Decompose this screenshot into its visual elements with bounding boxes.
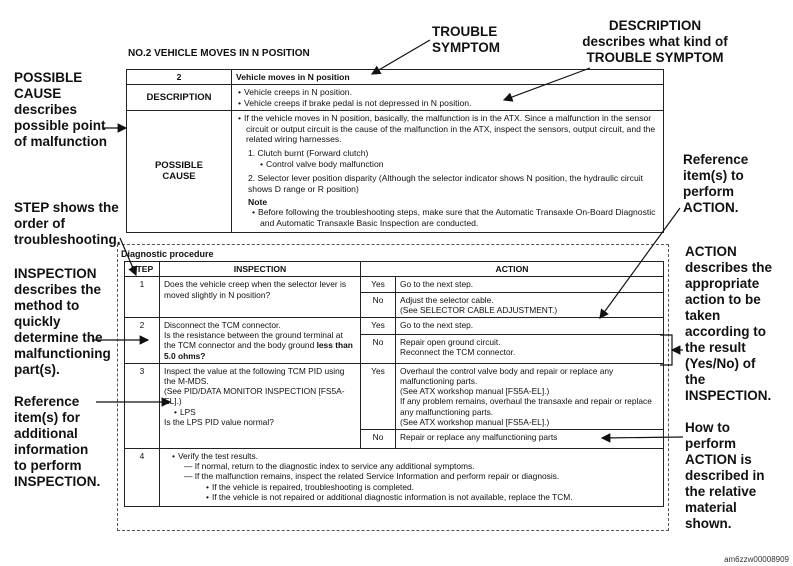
- yes-action-line: Overhaul the control valve body and repair or replace any malfunctioning parts.: [400, 365, 614, 387]
- no-label: No: [361, 430, 396, 449]
- possible-cause-label-line: POSSIBLE: [154, 160, 204, 172]
- verify-line: • Verify the test results.: [180, 451, 659, 461]
- callout-line: Reference: [683, 152, 749, 167]
- callout-line: TROUBLE SYMPTOM: [586, 50, 724, 65]
- no-action: Repair or replace any malfunctioning parts: [396, 430, 664, 449]
- callout-line: describes the: [685, 260, 773, 275]
- callout-line: taken: [685, 308, 721, 323]
- arrow-description: [504, 68, 590, 100]
- header-step: STEP: [125, 262, 160, 277]
- callout-line: the result: [685, 340, 746, 355]
- yes-label: Yes: [361, 277, 396, 292]
- description-label: DESCRIPTION: [127, 85, 232, 111]
- callout-line: item(s) to: [683, 168, 744, 183]
- callout-line: troubleshooting.: [14, 232, 121, 247]
- callout-line: item(s) for: [14, 410, 81, 425]
- callout-line: DESCRIPTION: [608, 18, 702, 33]
- callout-line: POSSIBLE: [14, 70, 83, 85]
- callout-line: describes: [14, 102, 78, 117]
- callout-line: according to: [685, 324, 767, 339]
- callout-line: (Yes/No) of: [685, 356, 756, 371]
- callout-line: ACTION is: [685, 452, 752, 467]
- verify-line: — If the malfunction remains, inspect the related Service Information and perform repair or diagnosis.: [184, 471, 560, 482]
- arrow-step: [120, 238, 136, 275]
- inspection-line: (See PID/DATA MONITOR INSPECTION [FS5A-EL].): [164, 386, 345, 407]
- step-number: 3: [125, 363, 160, 448]
- callout-line: SYMPTOM: [432, 40, 501, 55]
- callout-line: information: [14, 442, 89, 457]
- no-action-line: Repair open ground circuit.: [400, 336, 501, 347]
- yes-label: Yes: [361, 318, 396, 335]
- description-item: • Vehicle creeps in N position.: [246, 87, 659, 97]
- inspection-line: Is the resistance between the ground terminal at the TCM connector and the body ground: [164, 330, 343, 351]
- yes-label: Yes: [361, 363, 396, 429]
- callout-line: quickly: [14, 314, 61, 329]
- no-label: No: [361, 292, 396, 317]
- callout-line: possible point: [14, 118, 106, 133]
- inspection-line: Inspect the value at the following TCM PID using the M-MDS.: [164, 365, 345, 387]
- callout-line: the: [685, 372, 706, 387]
- callout-line: INSPECTION.: [685, 388, 772, 403]
- callout-line: part(s).: [14, 362, 60, 377]
- header-action: ACTION: [361, 262, 664, 277]
- yes-action-line: If any problem remains, overhaul the transaxle and repair or replace any malfunctioning parts.: [400, 396, 652, 417]
- no-action-line: Reconnect the TCM connector.: [400, 347, 516, 358]
- inspection-line: Disconnect the TCM connector.: [164, 320, 281, 331]
- callout-line: perform: [685, 436, 737, 451]
- step-inspection: Does the vehicle creep when the selector lever is moved slightly in N position?: [160, 277, 361, 318]
- callout-line: describes the: [14, 282, 102, 297]
- figure-id: am6zzw00008909: [724, 555, 789, 564]
- callout-line: order of: [14, 216, 66, 231]
- cause-intro: • If the vehicle moves in N position, basically, the malfunction is in the ATX. Since a malfunction in the sensor circuit or output circuit is the cause of the malfunction in the ATX, inspect the sensors, output circuit, and the related wiring harnesses.: [246, 113, 659, 144]
- cause-item-1: 1. Clutch burnt (Forward clutch): [248, 148, 369, 159]
- step-number: 2: [125, 318, 160, 364]
- callout-line: describes what kind of: [582, 34, 728, 49]
- description-item: • Vehicle creeps if brake pedal is not depressed in N position.: [246, 98, 659, 108]
- callout-line: to perform: [14, 458, 82, 473]
- arrow-trouble-symptom: [372, 40, 430, 74]
- verify-line: — If normal, return to the diagnostic index to service any additional symptoms.: [184, 461, 475, 472]
- cause-item-1-sub: • Control valve body malfunction: [268, 159, 659, 169]
- no-action-line: (See SELECTOR CABLE ADJUSTMENT.): [400, 304, 558, 315]
- step-number: 1: [125, 277, 160, 318]
- callout-line: ACTION.: [683, 200, 739, 215]
- inspection-bold: less than 5.0 ohms?: [164, 340, 353, 361]
- callout-line: TROUBLE: [432, 24, 498, 39]
- verify-line: • If the vehicle is not repaired or additional diagnostic information is not available, replace the TCM.: [214, 492, 659, 502]
- callout-line: malfunctioning: [14, 346, 111, 361]
- no-action-line: Adjust the selector cable.: [400, 294, 494, 305]
- callout-line: perform: [683, 184, 735, 199]
- header-inspection: INSPECTION: [160, 262, 361, 277]
- note-text: • Before following the troubleshooting steps, make sure that the Automatic Transaxle On-Board Diagnostic and Automatic Transaxle Basic Inspection are conducted.: [260, 207, 659, 228]
- callout-line: STEP shows the: [14, 200, 119, 215]
- symptom-number: 2: [127, 70, 232, 85]
- callout-line: appropriate: [685, 276, 760, 291]
- callout-line: of malfunction: [14, 134, 107, 149]
- yes-action: Go to the next step.: [396, 277, 664, 292]
- bracket-action: [660, 335, 672, 365]
- page-title: NO.2 VEHICLE MOVES IN N POSITION: [128, 48, 310, 59]
- yes-action-line: (See ATX workshop manual [FS5A-EL].): [400, 416, 550, 427]
- step-number: 4: [125, 449, 160, 507]
- callout-line: shown.: [685, 516, 732, 531]
- callout-line: ACTION: [685, 244, 737, 259]
- callout-line: additional: [14, 426, 78, 441]
- callout-line: Reference: [14, 394, 80, 409]
- possible-cause-label-line: CAUSE: [162, 170, 196, 182]
- yes-action-line: (See ATX workshop manual [FS5A-EL].): [400, 386, 550, 397]
- symptom-name: Vehicle moves in N position: [232, 70, 664, 85]
- callout-line: INSPECTION: [14, 266, 97, 281]
- inspection-bullet: • LPS: [182, 407, 356, 417]
- note-label: Note: [248, 197, 268, 208]
- callout-line: determine the: [14, 330, 103, 345]
- callout-line: material: [685, 500, 737, 515]
- verify-line: • If the vehicle is repaired, troubleshooting is completed.: [214, 482, 659, 492]
- yes-action: Go to the next step.: [396, 318, 664, 335]
- cause-item-2: 2. Selector lever position disparity (Although the selector indicator shows N position, the hydraulic circuit shows D range or R position): [248, 173, 644, 194]
- callout-line: described in: [685, 468, 765, 483]
- callout-line: method to: [14, 298, 80, 313]
- callout-line: INSPECTION.: [14, 474, 101, 489]
- no-label: No: [361, 334, 396, 363]
- arrow-reference-action: [600, 208, 680, 318]
- callout-line: action to be: [685, 292, 761, 307]
- callout-line: the relative: [685, 484, 757, 499]
- callout-line: CAUSE: [14, 86, 62, 101]
- inspection-line: Is the LPS PID value normal?: [164, 416, 274, 427]
- diagnostic-title: Diagnostic procedure: [121, 249, 214, 259]
- callout-line: How to: [685, 420, 730, 435]
- arrow-how-to: [602, 437, 683, 438]
